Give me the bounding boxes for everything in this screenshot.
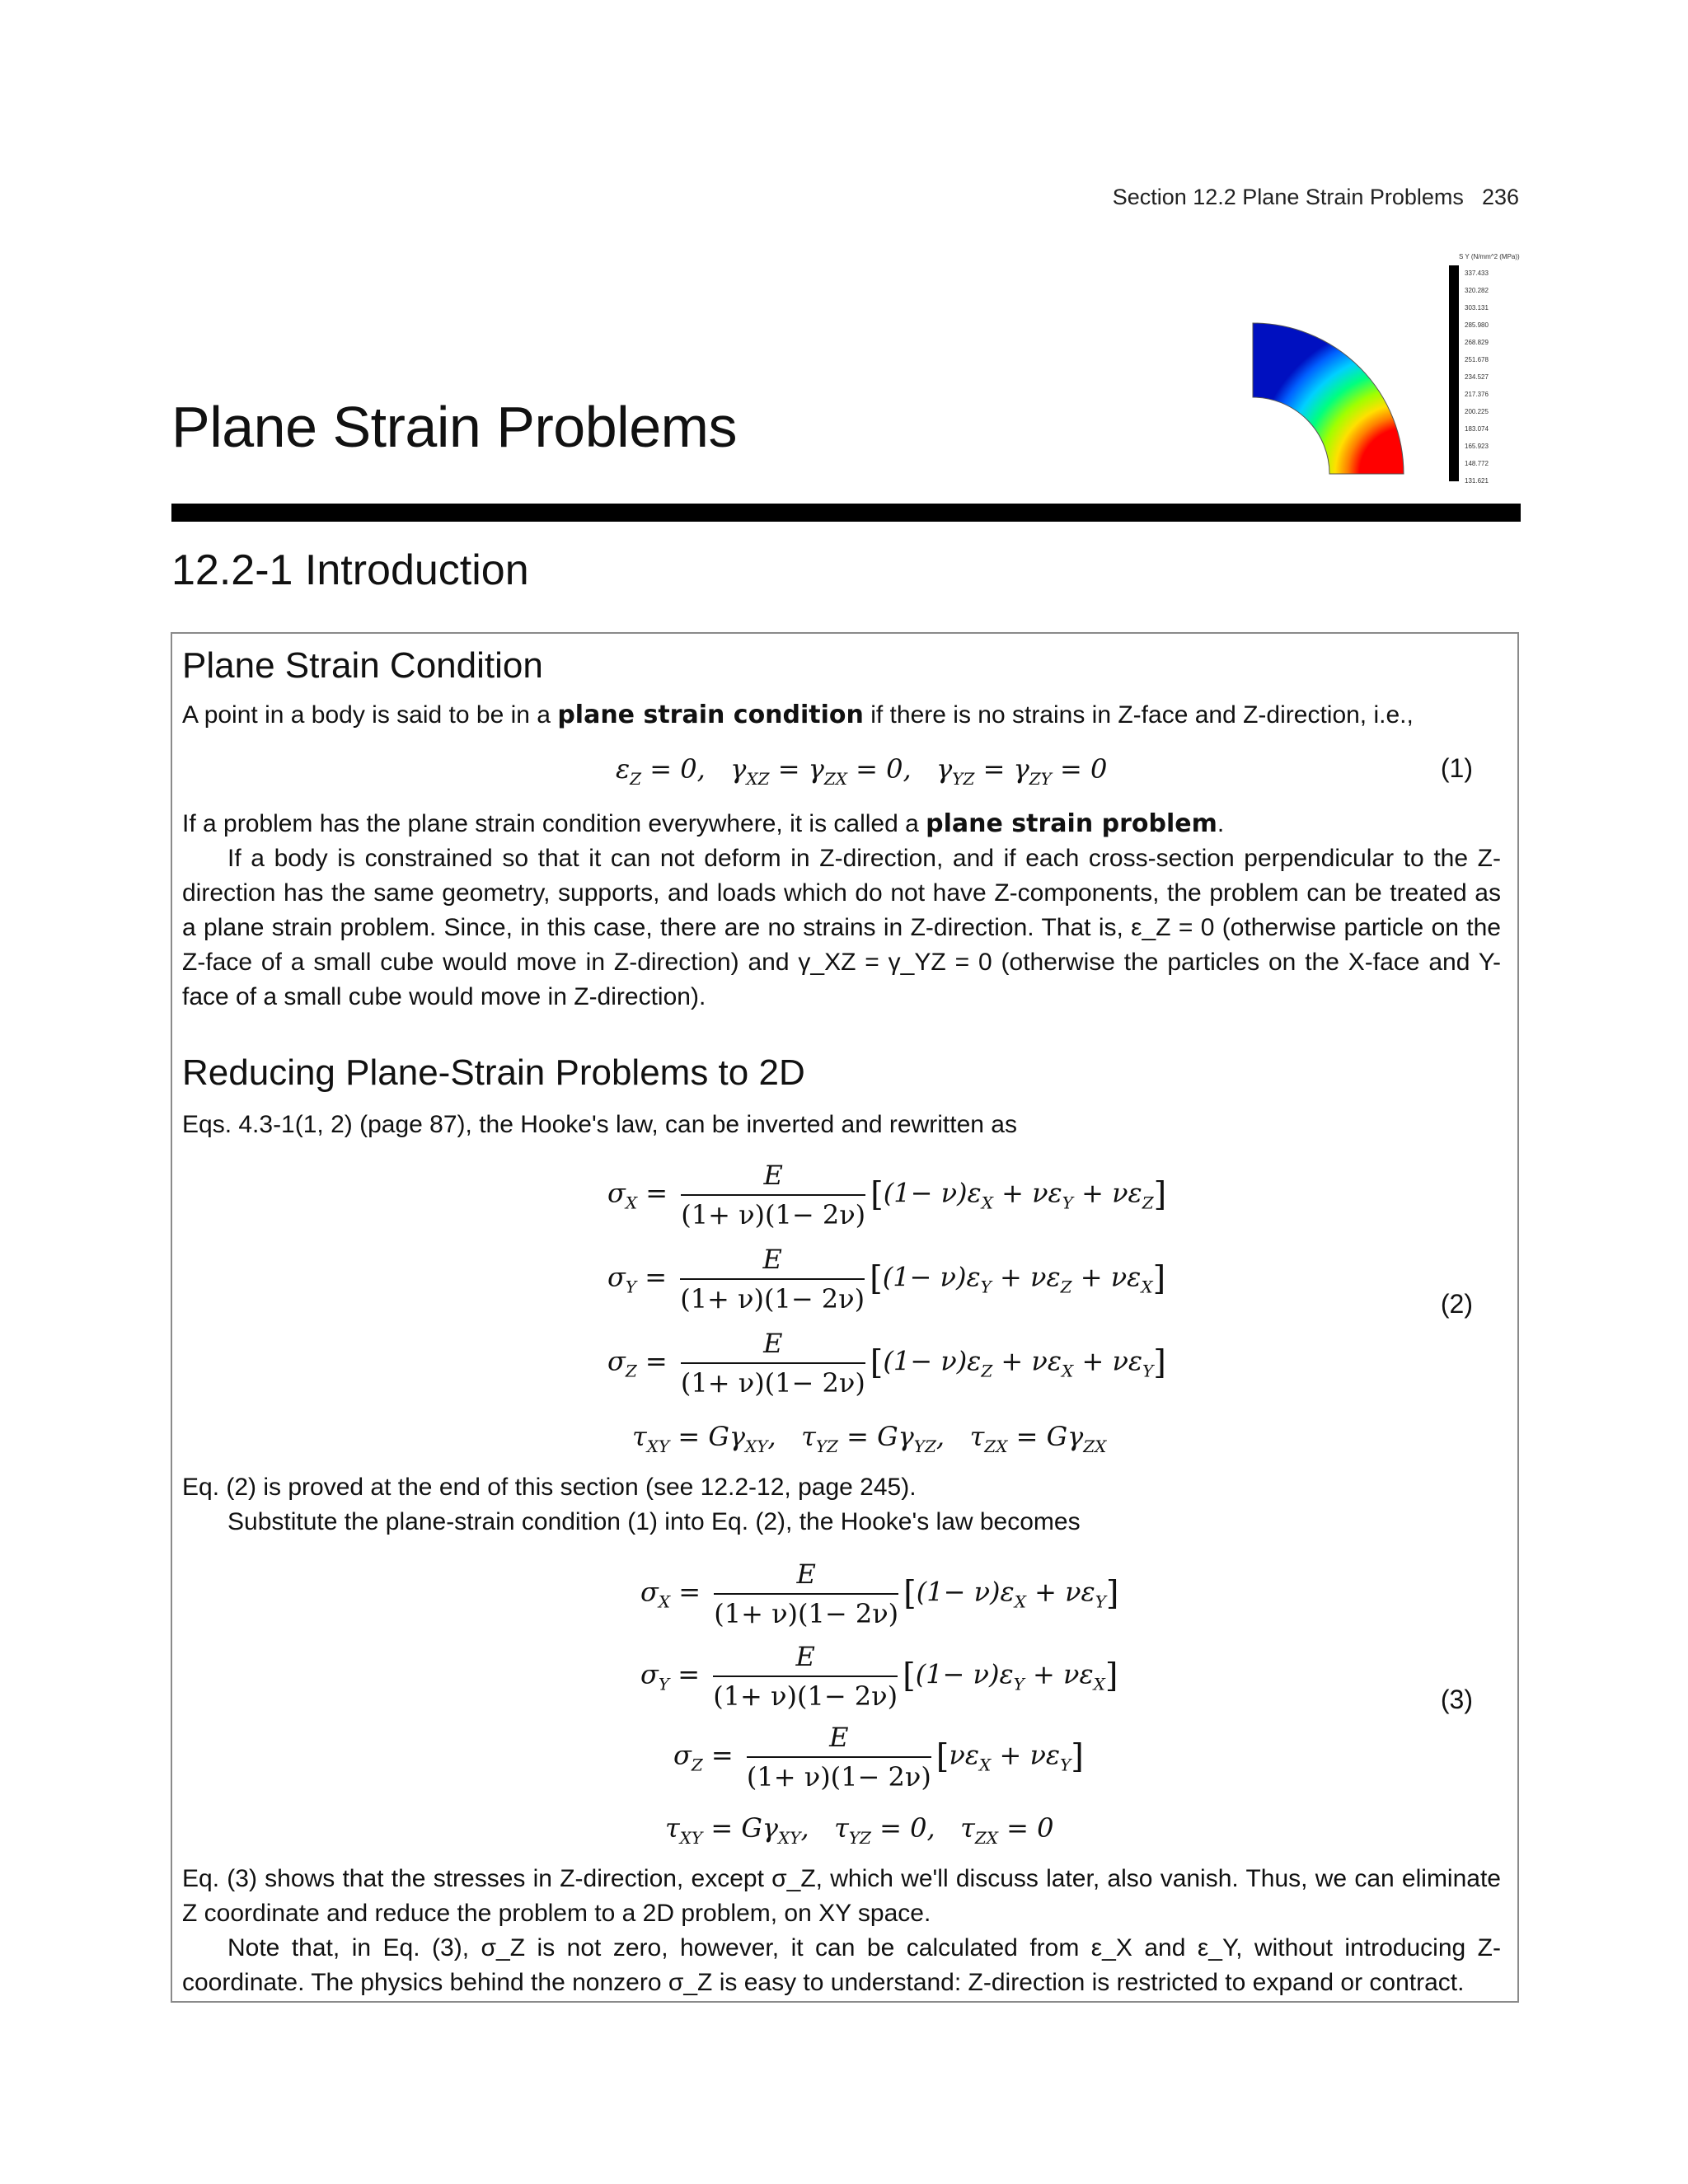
legend-value: 251.678 — [1465, 356, 1489, 363]
legend-value: 183.074 — [1465, 425, 1489, 433]
equation-3-number: (3) — [1440, 1685, 1473, 1714]
running-title: Section 12.2 Plane Strain Problems — [1112, 185, 1464, 209]
equation-2-sigma-y: $\sigma_Y$ = $\frac{E}{(1+ \nu)(1- 2\nu)}$ $[(1- \nu)\varepsilon_Y + \nu\varepsilon_Z + \nu\varepsilon_X]$ — [607, 1244, 1166, 1315]
paragraph-definition — [182, 698, 1501, 733]
legend-labels — [1450, 269, 1489, 485]
keyword-plane-strain-condition: plane strain condition — [557, 701, 864, 729]
equation-3-shear: $\tau_{XY} = G\gamma_{XY}$, $\tau_{YZ} = 0$, $\tau_{ZX} = 0$ — [665, 1812, 1054, 1848]
equation-3-sigma-x: $\sigma_X$ = $\frac{E}{(1+ \nu)(1- 2\nu)}$ $[(1- \nu)\varepsilon_X + \nu\varepsilon_Y]$ — [640, 1558, 1119, 1629]
equation-3-sigma-z: $\sigma_Z$ = $\frac{E}{(1+ \nu)(1- 2\nu)}$ $[\nu\varepsilon_X + \nu\varepsilon_Y]$ — [673, 1722, 1084, 1793]
text-span: A point in a body is said to be in a — [182, 701, 558, 729]
page-number: 236 — [1481, 185, 1519, 209]
paragraph-plane-strain-problem — [182, 807, 1501, 841]
equation-3-sigma-y: $\sigma_Y$ = $\frac{E}{(1+ \nu)(1- 2\nu)}$ $[(1- \nu)\varepsilon_Y + \nu\varepsilon_X]$ — [640, 1641, 1118, 1712]
legend-swatch — [1450, 462, 1458, 480]
keyword-plane-strain-problem: plane strain problem — [926, 809, 1217, 838]
legend-value: 320.282 — [1465, 287, 1489, 294]
legend-swatch — [1450, 445, 1458, 462]
heading-plane-strain-condition: Plane Strain Condition — [182, 645, 543, 686]
legend-swatch — [1450, 428, 1458, 445]
legend-value: 337.433 — [1465, 269, 1489, 277]
equation-2-sigma-x: $\sigma_X$ = $\frac{E}{(1+ \nu)(1- 2\nu)}$ $[(1- \nu)\varepsilon_X + \nu\varepsilon_Y + \nu\varepsilon_Z]$ — [607, 1160, 1167, 1230]
legend-value: 131.621 — [1465, 477, 1489, 485]
legend-value: 234.527 — [1465, 373, 1489, 381]
paragraph-substitute: Substitute the plane-strain condition (1) into Eq. (2), the Hooke's law becomes — [227, 1508, 1081, 1535]
legend-swatch — [1450, 376, 1458, 393]
running-head — [1113, 185, 1519, 210]
legend-value: 303.131 — [1465, 304, 1489, 312]
equation-1-number: (1) — [1440, 753, 1473, 783]
legend-swatch — [1450, 393, 1458, 410]
legend-swatch — [1450, 359, 1458, 376]
text-span: if there is no strains in Z-face and Z-direction, i.e., — [863, 701, 1414, 729]
legend-title: S Y (N/mm^2 (MPa)) — [1459, 253, 1520, 260]
equation-2-shear: $\tau_{XY} = G\gamma_{XY}$, $\tau_{YZ} = G\gamma_{YZ}$, $\tau_{ZX} = G\gamma_{ZX}$ — [632, 1421, 1107, 1456]
legend-value: 165.923 — [1465, 443, 1489, 450]
legend-value: 217.376 — [1465, 391, 1489, 398]
equation-2-sigma-z: $\sigma_Z$ = $\frac{E}{(1+ \nu)(1- 2\nu)}$ $[(1- \nu)\varepsilon_Z + \nu\varepsilon_X + \nu\varepsilon_Y]$ — [607, 1328, 1166, 1399]
legend-swatch — [1450, 307, 1458, 324]
legend-swatch — [1450, 289, 1458, 307]
chapter-title: Plane Strain Problems — [171, 395, 737, 459]
paragraph-nonzero-sigma-z: Note that, in Eq. (3), σ_Z is not zero, however, it can be calculated from ε_X and ε_Y, without introducing Z-coordinate. The physics behind the nonzero σ_Z is easy to understand: Z-direction is restricted to expand or contract. — [182, 1934, 1501, 1996]
content-box — [171, 632, 1519, 2003]
legend-value: 148.772 — [1465, 460, 1489, 467]
text-span: If a problem has the plane strain condition everywhere, it is called a — [182, 810, 926, 837]
legend-swatch — [1450, 324, 1458, 341]
section-heading: 12.2-1 Introduction — [171, 546, 529, 594]
stress-contour-figure — [1249, 247, 1533, 486]
equation-1: $\varepsilon_Z = 0$, $\gamma_{XZ} = \gamma_{ZX} = 0$, $\gamma_{YZ} = \gamma_{ZY} = 0$ — [616, 753, 1108, 789]
legend-swatch — [1450, 272, 1458, 289]
legend-value: 285.980 — [1465, 321, 1489, 329]
legend-value: 268.829 — [1465, 339, 1489, 346]
legend-swatch — [1450, 341, 1458, 359]
equation-2-number: (2) — [1440, 1289, 1473, 1319]
paragraph-stresses-vanish: Eq. (3) shows that the stresses in Z-direction, except σ_Z, which we'll discuss later, also vanish. Thus, we can eliminate Z coordinate and reduce the problem to a 2D problem, on XY space. — [182, 1865, 1501, 1927]
text-span: . — [1217, 810, 1225, 837]
quarter-ring-shape — [1253, 323, 1404, 474]
paragraph-constraint: If a body is constrained so that it can not deform in Z-direction, and if each cross-section perpendicular to the Z-direction has the same geometry, supports, and loads which do not have Z-components, the problem can be treated as a plane strain problem. Since, in this case, there are no strains in Z-direction. That is, ε_Z = 0 (otherwise particle on the Z-face of a small cube would move in Z-direction) and γ_XZ = γ_YZ = 0 (otherwise the particles on the X-face and Y-face of a small cube would move in Z-direction). — [182, 845, 1501, 1010]
paragraph-hookes-law: Eqs. 4.3-1(1, 2) (page 87), the Hooke's law, can be inverted and rewritten as — [182, 1111, 1017, 1138]
title-rule — [171, 504, 1521, 522]
paragraph-proof-note: Eq. (2) is proved at the end of this section (see 12.2-12, page 245). — [182, 1474, 917, 1501]
legend-swatch — [1450, 410, 1458, 428]
legend-value: 200.225 — [1465, 408, 1489, 415]
heading-reducing-to-2d: Reducing Plane-Strain Problems to 2D — [182, 1052, 805, 1093]
